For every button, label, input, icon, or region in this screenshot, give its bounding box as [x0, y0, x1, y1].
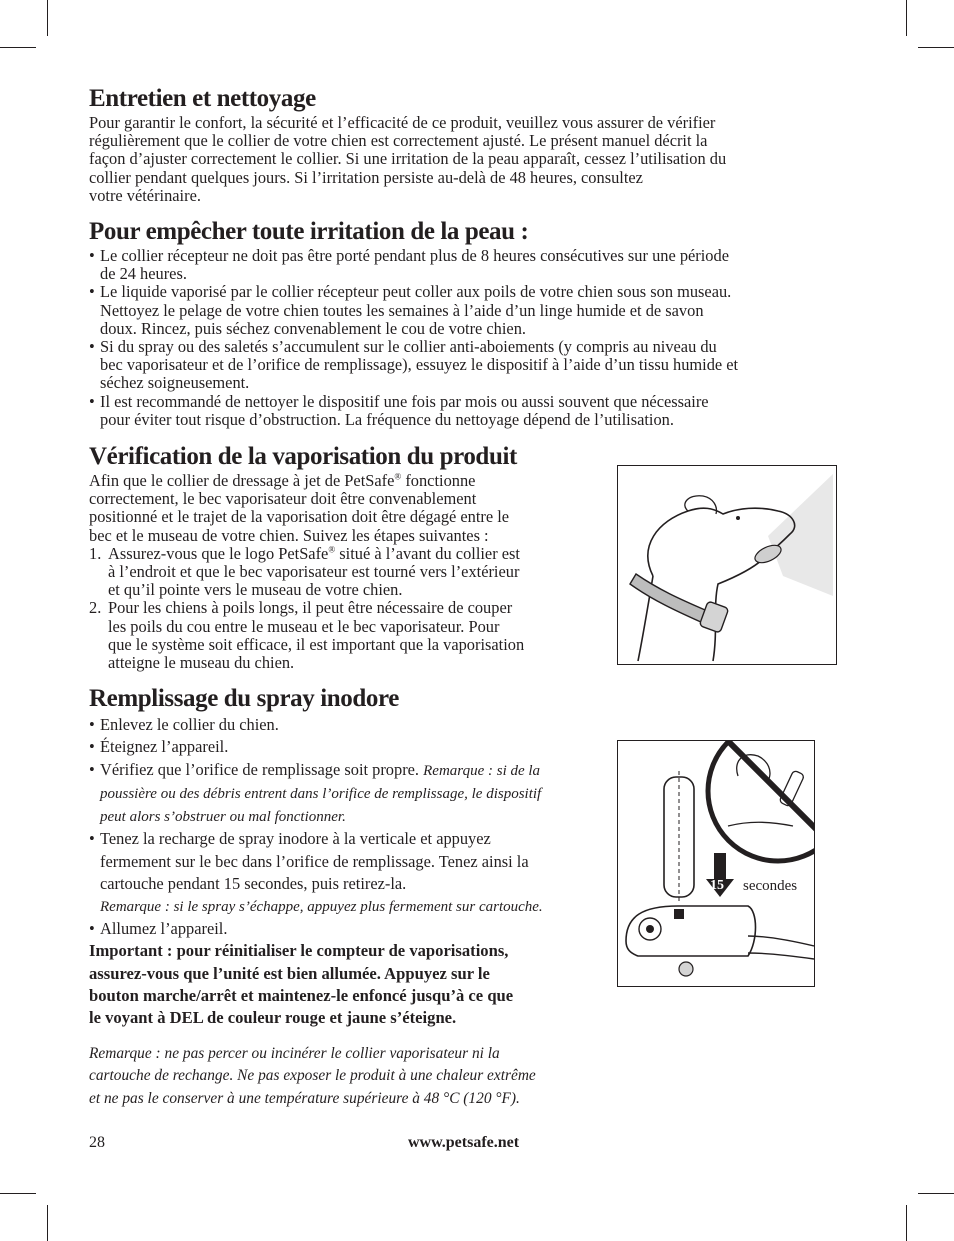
- crop-mark: [0, 1193, 36, 1194]
- crop-mark: [47, 0, 48, 36]
- paragraph: Pour garantir le confort, la sécurité et l’efficacité de ce produit, veuillez vous assurer de vérifier régulièrement que le collier de votre chien est correctement ajusté. Le présent manuel décrit la façon d’ajuster correctement le collier. Si une irritation de la peau apparaît, cessez l’utilisation du collier pendant quelques jours. Si l’irritation persiste au-delà de 48 heures, consultez votre vétérinaire.: [89, 113, 727, 205]
- section-title: Vérification de la vaporisation du produit: [89, 443, 517, 471]
- dog-collar-illustration: [617, 465, 837, 665]
- list-item: 1. Assurez-vous que le logo PetSafe® situé à l’avant du collier est à l’endroit et que le bec vaporisateur est tourné vers l’extérieur et qu’il pointe vers le museau de votre chien.: [89, 543, 520, 600]
- list-item: • Tenez la recharge de spray inodore à la verticale et appuyez fermement sur le bec dans l’orifice de remplissage. Tenez ainsi la cartouche pendant 15 secondes, puis retirez-la. Remarque : si le spray s’échappe, appuyez plus fermement sur cartouche.: [89, 828, 609, 918]
- list-item: • Si du spray ou des saletés s’accumulent sur le collier anti-aboiements (y compris au niveau du bec vaporisateur et de l’orifice de remplissage), essuyez le dispositif à l’aide d’un tissu humide et séchez soigneusement.: [89, 338, 869, 393]
- paragraph: Afin que le collier de dressage à jet de PetSafe® fonctionne correctement, le bec vaporisateur doit être convenablement positionné et le trajet de la vaporisation doit être dégagé entre le bec et le museau de votre chien. Suivez les étapes suivantes :: [89, 471, 510, 545]
- section-title: Remplissage du spray inodore: [89, 685, 399, 713]
- bullet-list: [89, 247, 869, 429]
- list-item: • Éteignez l’appareil.: [89, 736, 609, 758]
- section-title: Entretien et nettoyage: [89, 85, 316, 112]
- section-care: [89, 84, 869, 205]
- seconds-label: secondes: [743, 878, 798, 894]
- section-skin: [89, 217, 869, 429]
- refill-illustration: [617, 740, 815, 987]
- safety-note: Remarque : ne pas percer ou incinérer le collier vaporisateur ni la cartouche de rechange. Ne pas exposer le produit à une chaleur extrême et ne pas le conserver à une température supérieure à 48 °C (120 °F).: [89, 1045, 536, 1107]
- crop-mark: [47, 1205, 48, 1241]
- list-item: • Vérifiez que l’orifice de remplissage soit propre. Remarque : si de la poussière ou des débris entrent dans l’orifice de remplissage, le dispositif peut alors s’obstruer ou mal fonctionner.: [89, 759, 609, 829]
- crop-mark: [906, 1205, 907, 1241]
- crop-mark: [918, 1193, 954, 1194]
- list-item: • Le collier récepteur ne doit pas être porté pendant plus de 8 heures consécutives sur une période de 24 heures.: [89, 247, 869, 283]
- verify-text: [89, 472, 609, 672]
- numbered-list: [89, 545, 609, 672]
- list-item: • Il est recommandé de nettoyer le dispositif une fois par mois ou aussi souvent que nécessaire pour éviter tout risque d’obstruction. La fréquence du nettoyage dépend de l’utilisation.: [89, 393, 869, 429]
- crop-mark: [906, 0, 907, 36]
- important-notice: Important : pour réinitialiser le compteur de vaporisations, assurez-vous que l’unité est bien allumée. Appuyez sur le bouton marche/arrêt et maintenez-le enfoncé jusqu’à ce que le voyant à DEL de couleur rouge et jaune s’éteigne.: [89, 941, 514, 1027]
- list-item: 2. Pour les chiens à poils longs, il peut être nécessaire de couper les poils du cou entre le museau et le bec vaporisateur. Pour que le système soit efficace, il est important que la vaporisation atteigne le museau du chien.: [89, 598, 525, 673]
- page-number: 28: [89, 1134, 105, 1151]
- crop-mark: [0, 47, 36, 48]
- bullet-list: [89, 714, 609, 940]
- crop-mark: [918, 47, 954, 48]
- section-title: Pour empêcher toute irritation de la peau :: [89, 218, 529, 246]
- list-item: • Enlevez le collier du chien.: [89, 714, 609, 736]
- list-item: • Allumez l’appareil.: [89, 918, 609, 940]
- website-url: www.petsafe.net: [408, 1134, 520, 1151]
- seconds-value: 15: [710, 878, 724, 893]
- list-item: • Le liquide vaporisé par le collier récepteur peut coller aux poils de votre chien sous son museau. Nettoyez le pelage de votre chien toutes les semaines à l’aide d’un linge humide et de savon doux. Rincez, puis séchez convenablement le cou de votre chien.: [89, 283, 869, 338]
